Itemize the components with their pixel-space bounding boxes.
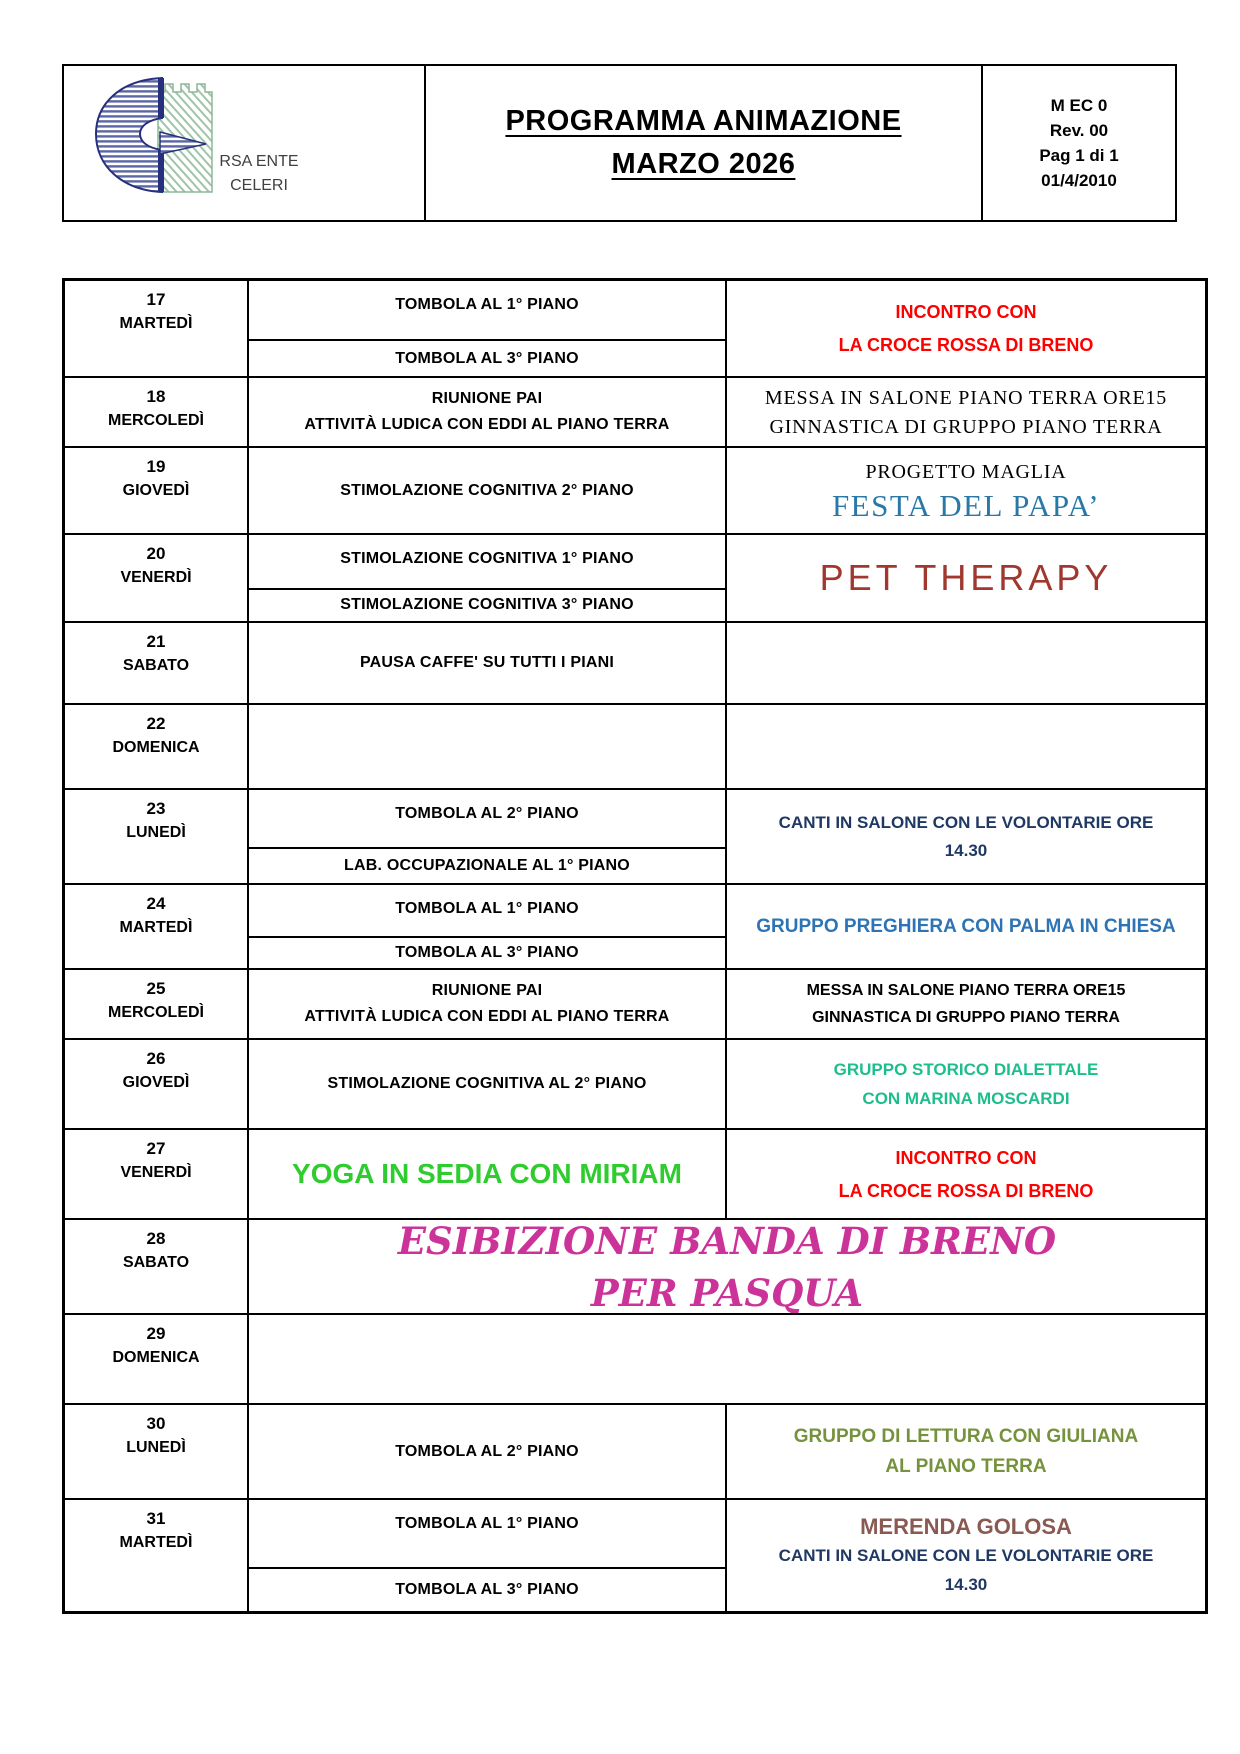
activity-cell (249, 535, 727, 621)
activity-cell (249, 1405, 727, 1498)
day-cell (65, 448, 249, 533)
page-title-line1: PROGRAMMA ANIMAZIONE (505, 105, 902, 137)
activity-cell (249, 790, 727, 883)
table-row-18 (65, 376, 1205, 446)
day-number: 18 (146, 387, 166, 406)
event-line: LA CROCE ROSSA DI BRENO (838, 1180, 1094, 1201)
event-line: PER PASQUA (590, 1270, 864, 1315)
event-line: MESSA IN SALONE PIANO TERRA ORE15 (806, 981, 1126, 999)
day-cell (65, 378, 249, 446)
day-number: 23 (146, 799, 166, 818)
event-cell (727, 448, 1205, 533)
activity-cell (249, 281, 727, 376)
activity-top: TOMBOLA AL 2° PIANO (249, 790, 725, 849)
activity-bottom: TOMBOLA AL 3° PIANO (395, 349, 579, 367)
activity-cell (249, 448, 727, 533)
table-row-19 (65, 446, 1205, 533)
day-number: 24 (146, 894, 166, 913)
event-line: MESSA IN SALONE PIANO TERRA ORE15 (764, 386, 1168, 409)
logo-cell (64, 66, 426, 220)
merged-event-cell (249, 1315, 1205, 1403)
day-number: 27 (146, 1139, 166, 1158)
event-line: LA CROCE ROSSA DI BRENO (838, 335, 1094, 355)
day-cell (65, 1405, 249, 1498)
table-row-23 (65, 788, 1205, 883)
day-cell (65, 1130, 249, 1218)
logo-label-line1: RSA ENTE (219, 153, 299, 170)
event-time: 14.30 (944, 840, 988, 860)
day-name: MARTEDÌ (119, 919, 193, 936)
doc-revision: Rev. 00 (1049, 121, 1109, 140)
event-line: MERENDA GOLOSA (860, 1513, 1072, 1539)
activity-line: STIMOLAZIONE COGNITIVA AL 2° PIANO (327, 1075, 647, 1092)
event-cell (727, 885, 1205, 968)
doc-pagination: Pag 1 di 1 (1039, 146, 1119, 165)
event-cell (727, 790, 1205, 883)
day-number: 17 (146, 290, 166, 309)
event-line: GINNASTICA DI GRUPPO PIANO TERRA (812, 1008, 1120, 1026)
activity-top: TOMBOLA AL 1° PIANO (249, 885, 725, 938)
logo-label (184, 150, 334, 198)
activity-bottom: LAB. OCCUPAZIONALE AL 1° PIANO (344, 856, 630, 874)
event-line: GRUPPO STORICO DIALETTALE (833, 1060, 1099, 1079)
activity-bottom: TOMBOLA AL 3° PIANO (395, 944, 579, 962)
doc-code: M EC 0 (1050, 96, 1108, 115)
day-name: LUNEDÌ (126, 1439, 186, 1456)
activity-top: TOMBOLA AL 1° PIANO (249, 281, 725, 341)
page-title-line2: MARZO 2026 (611, 148, 796, 180)
event-cell (727, 378, 1205, 446)
event-cell (727, 1405, 1205, 1498)
event-cell (727, 1500, 1205, 1611)
event-line: AL PIANO TERRA (885, 1455, 1047, 1477)
event-cell (727, 1130, 1205, 1218)
day-name: GIOVEDÌ (122, 1074, 190, 1091)
activity-line: TOMBOLA AL 2° PIANO (395, 1442, 579, 1460)
day-name: GIOVEDÌ (122, 482, 190, 499)
table-row-29 (65, 1313, 1205, 1403)
table-row-26 (65, 1038, 1205, 1128)
event-cell (727, 623, 1205, 703)
table-row-17 (65, 281, 1205, 376)
day-number: 28 (146, 1229, 166, 1248)
table-row-28 (65, 1218, 1205, 1313)
event-line: INCONTRO CON (895, 1147, 1037, 1168)
activity-cell (249, 1130, 727, 1218)
table-row-31 (65, 1498, 1205, 1611)
table-row-27 (65, 1128, 1205, 1218)
event-line: CANTI IN SALONE CON LE VOLONTARIE ORE (778, 812, 1154, 832)
day-number: 31 (146, 1509, 166, 1528)
event-cell (727, 535, 1205, 621)
day-name: DOMENICA (112, 739, 200, 756)
doc-date: 01/4/2010 (1041, 171, 1117, 190)
day-cell (65, 281, 249, 376)
event-line: FESTA DEL PAPA’ (831, 487, 1101, 523)
activity-cell (249, 1500, 727, 1611)
day-cell (65, 535, 249, 621)
day-name: MARTEDÌ (119, 1534, 193, 1551)
activity-cell (249, 378, 727, 446)
logo-label-line2: CELERI (230, 177, 288, 194)
event-line: GRUPPO DI LETTURA CON GIULIANA (793, 1425, 1139, 1447)
table-row-20 (65, 533, 1205, 621)
activity-line: ATTIVITÀ LUDICA CON EDDI AL PIANO TERRA (304, 1008, 670, 1025)
day-cell (65, 1040, 249, 1128)
day-name: SABATO (122, 657, 190, 674)
event-line: INCONTRO CON (895, 302, 1037, 322)
title-cell (426, 66, 983, 220)
day-cell (65, 705, 249, 788)
day-number: 19 (146, 457, 166, 476)
activity-top: TOMBOLA AL 1° PIANO (249, 1500, 725, 1569)
day-name: SABATO (122, 1254, 190, 1271)
event-cell (727, 281, 1205, 376)
doc-info-cell (983, 66, 1175, 220)
day-number: 25 (146, 979, 166, 998)
event-line: PET THERAPY (819, 557, 1113, 598)
day-name: MERCOLEDÌ (108, 1004, 204, 1021)
day-name: VENERDÌ (120, 1164, 192, 1181)
event-line: ESIBIZIONE BANDA DI BRENO (397, 1218, 1057, 1263)
activity-line: STIMOLAZIONE COGNITIVA 2° PIANO (340, 481, 634, 499)
event-cell (727, 970, 1205, 1038)
day-name: LUNEDÌ (126, 824, 186, 841)
event-line: CON MARINA MOSCARDI (862, 1089, 1070, 1108)
activity-cell (249, 623, 727, 703)
activity-cell (249, 705, 727, 788)
activity-line: ATTIVITÀ LUDICA CON EDDI AL PIANO TERRA (304, 416, 670, 433)
day-cell (65, 1315, 249, 1403)
day-cell (65, 623, 249, 703)
event-line: CANTI IN SALONE CON LE VOLONTARIE ORE (778, 1545, 1154, 1565)
table-row-30 (65, 1403, 1205, 1498)
table-row-25 (65, 968, 1205, 1038)
activity-bottom: STIMOLAZIONE COGNITIVA 3° PIANO (340, 596, 634, 614)
activity-top: STIMOLAZIONE COGNITIVA 1° PIANO (249, 535, 725, 590)
event-time: 14.30 (944, 1574, 988, 1594)
day-cell (65, 790, 249, 883)
day-number: 29 (146, 1324, 166, 1343)
activity-bottom: TOMBOLA AL 3° PIANO (395, 1581, 579, 1599)
activity-cell (249, 885, 727, 968)
day-number: 22 (146, 714, 166, 733)
activity-line: RIUNIONE PAI (431, 390, 543, 407)
event-line: GINNASTICA DI GRUPPO PIANO TERRA (769, 415, 1163, 438)
activity-line: PAUSA CAFFE' SU TUTTI I PIANI (359, 654, 615, 671)
day-number: 21 (146, 632, 166, 651)
day-name: VENERDÌ (120, 569, 192, 586)
table-row-21 (65, 621, 1205, 703)
day-name: DOMENICA (112, 1349, 200, 1366)
schedule-table (62, 278, 1208, 1614)
day-number: 20 (146, 544, 166, 563)
day-cell (65, 970, 249, 1038)
activity-cell (249, 1040, 727, 1128)
activity-cell (249, 970, 727, 1038)
day-name: MARTEDÌ (119, 315, 193, 332)
event-line: PROGETTO MAGLIA (865, 460, 1067, 483)
day-name: MERCOLEDÌ (108, 412, 204, 429)
event-cell (727, 705, 1205, 788)
day-number: 26 (146, 1049, 166, 1068)
activity-line: YOGA IN SEDIA CON MIRIAM (292, 1158, 682, 1189)
merged-event-cell (249, 1220, 1205, 1313)
table-row-22 (65, 703, 1205, 788)
day-cell (65, 885, 249, 968)
day-cell (65, 1220, 249, 1313)
day-cell (65, 1500, 249, 1611)
activity-line: RIUNIONE PAI (431, 982, 543, 999)
event-cell (727, 1040, 1205, 1128)
event-line: GRUPPO PREGHIERA CON PALMA IN CHIESA (756, 915, 1176, 937)
day-number: 30 (146, 1414, 166, 1433)
document-header (62, 64, 1177, 222)
table-row-24 (65, 883, 1205, 968)
